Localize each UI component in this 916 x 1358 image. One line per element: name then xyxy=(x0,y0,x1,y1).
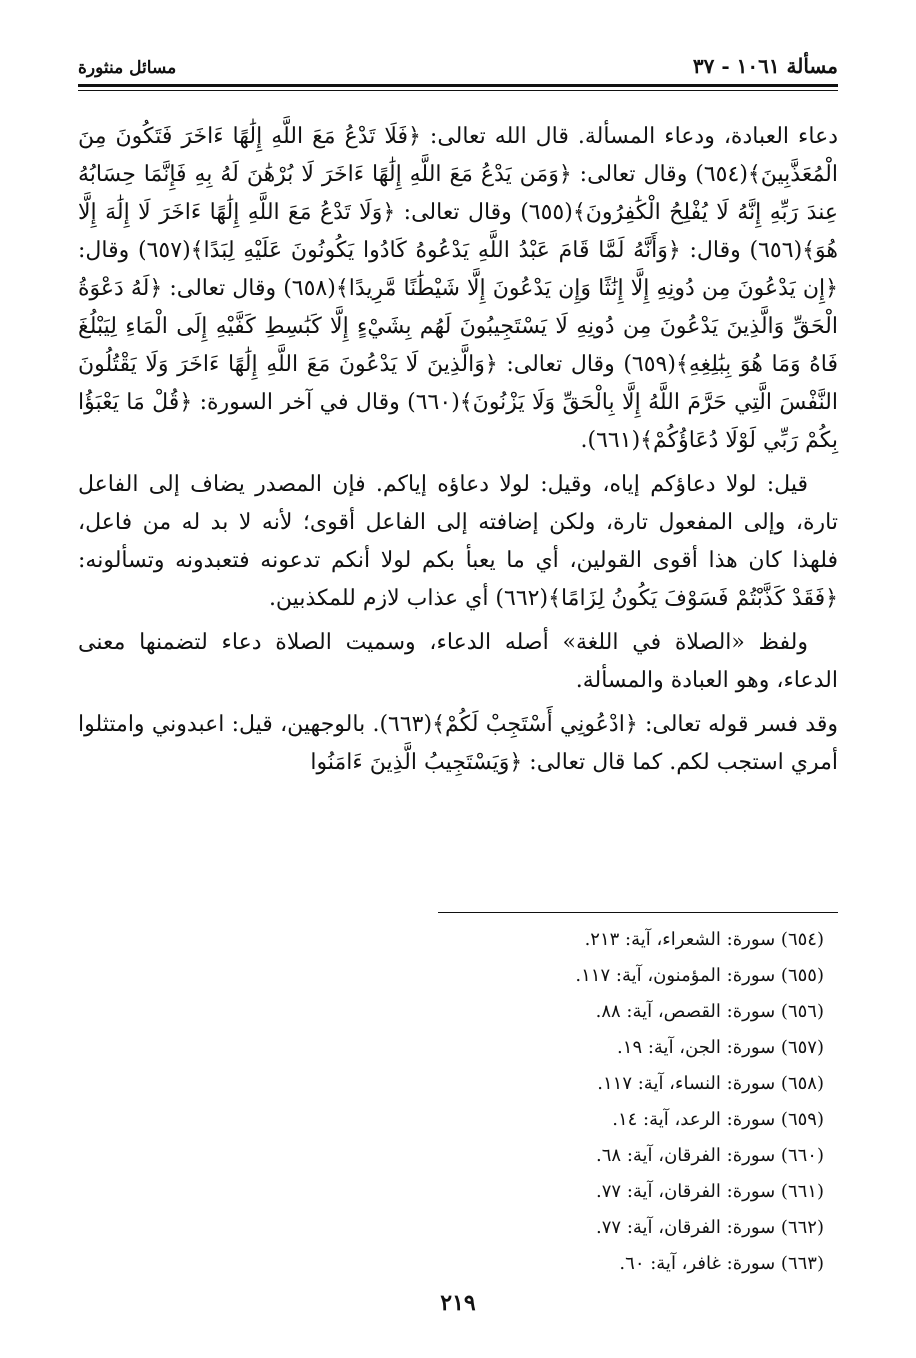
footnote-662: (٦٦٢) سورة: الفرقان، آية: ٧٧. xyxy=(596,1217,824,1238)
footnote-660: (٦٦٠) سورة: الفرقان، آية: ٦٨. xyxy=(596,1145,824,1166)
header-book-title: مسائل منثورة xyxy=(78,58,177,78)
footnote-663: (٦٦٣) سورة: غافر، آية: ٦٠. xyxy=(619,1253,824,1274)
running-header xyxy=(78,46,838,78)
footnote-655: (٦٥٥) سورة: المؤمنون، آية: ١١٧. xyxy=(575,965,824,986)
footnote-656: (٦٥٦) سورة: القصص، آية: ٨٨. xyxy=(595,1001,824,1022)
footnote-654: (٦٥٤) سورة: الشعراء، آية: ٢١٣. xyxy=(584,929,824,950)
header-rule-thick xyxy=(78,84,838,87)
header-chapter-title: مسألة ١٠٦١ - ٣٧ xyxy=(692,54,838,78)
footnotes xyxy=(380,922,824,1282)
paragraph-2: قيل: لولا دعاؤكم إياه، وقيل: لولا دعاؤه إياكم. فإن المصدر يضاف إلى الفاعل تارة، وإلى المفعول تارة، ولكن إضافته إلى الفاعل أقوى؛ لأنه لا بد له من فاعل، فلهذا كان هذا أقوى القولين، أي ما يعبأ بكم لولا أنكم تدعونه فتعبدونه وتسألونه: ﴿فَقَدْ كَذَّبْتُمْ فَسَوْفَ يَكُونُ لِزَامًا﴾(٦٦٢) أي عذاب لازم للمكذبين. xyxy=(78,472,838,611)
footnote-separator xyxy=(438,912,838,913)
footnote-657: (٦٥٧) سورة: الجن، آية: ١٩. xyxy=(617,1037,824,1058)
footnote-661: (٦٦١) سورة: الفرقان، آية: ٧٧. xyxy=(596,1181,824,1202)
page-number: ٢١٩ xyxy=(440,1290,476,1316)
header-rule-thin xyxy=(78,90,838,91)
paragraph-3: ولفظ «الصلاة في اللغة» أصله الدعاء، وسميت الصلاة دعاء لتضمنها معنى الدعاء، وهو العبادة والمسألة. xyxy=(78,630,838,693)
footnote-658: (٦٥٨) سورة: النساء، آية: ١١٧. xyxy=(597,1073,824,1094)
paragraph-1: دعاء العبادة، ودعاء المسألة. قال الله تعالى: ﴿فَلَا تَدْعُ مَعَ اللَّهِ إِلَٰهًا ءَاخَرَ فَتَكُونَ مِنَ الْمُعَذَّبِينَ﴾(٦٥٤) وقال تعالى: ﴿وَمَن يَدْعُ مَعَ اللَّهِ إِلَٰهًا ءَاخَرَ لَا بُرْهَٰنَ لَهُ بِهِ فَإِنَّمَا حِسَابُهُ عِندَ رَبِّهِ إِنَّهُ لَا يُفْلِحُ الْكَٰفِرُونَ﴾(٦٥٥) وقال تعالى: ﴿وَلَا تَدْعُ مَعَ اللَّهِ إِلَٰهًا ءَاخَرَ لَا إِلَٰهَ إِلَّا هُوَ﴾(٦٥٦) وقال: ﴿وَأَنَّهُ لَمَّا قَامَ عَبْدُ اللَّهِ يَدْعُوهُ كَادُوا يَكُونُونَ عَلَيْهِ لِبَدًا﴾(٦٥٧) وقال: ﴿إِن يَدْعُونَ مِن دُونِهِ إِلَّا إِنَٰثًا وَإِن يَدْعُونَ إِلَّا شَيْطَٰنًا مَّرِيدًا﴾(٦٥٨) وقال تعالى: ﴿لَهُ دَعْوَةُ الْحَقِّ وَالَّذِينَ يَدْعُونَ مِن دُونِهِ لَا يَسْتَجِيبُونَ لَهُم بِشَيْءٍ إِلَّا كَبَٰسِطِ كَفَّيْهِ إِلَى الْمَاءِ لِيَبْلُغَ فَاهُ وَمَا هُوَ بِبَٰلِغِهِ﴾(٦٥٩) وقال تعالى: ﴿وَالَّذِينَ لَا يَدْعُونَ مَعَ اللَّهِ إِلَٰهًا ءَاخَرَ وَلَا يَقْتُلُونَ النَّفْسَ الَّتِي حَرَّمَ اللَّهُ إِلَّا بِالْحَقِّ وَلَا يَزْنُونَ﴾(٦٦٠) وقال في آخر السورة: ﴿قُلْ مَا يَعْبَؤُا بِكُمْ رَبِّي لَوْلَا دُعَاؤُكُمْ﴾(٦٦١). xyxy=(78,124,839,453)
paragraph-4: وقد فسر قوله تعالى: ﴿ادْعُونِي أَسْتَجِبْ لَكُمْ﴾(٦٦٣). بالوجهين، قيل: اعبدوني وامتثلوا أمري استجب لكم. كما قال تعالى: ﴿وَيَسْتَجِيبُ الَّذِينَ ءَامَنُوا xyxy=(78,712,838,775)
main-text xyxy=(78,118,838,788)
footnote-659: (٦٥٩) سورة: الرعد، آية: ١٤. xyxy=(612,1109,824,1130)
